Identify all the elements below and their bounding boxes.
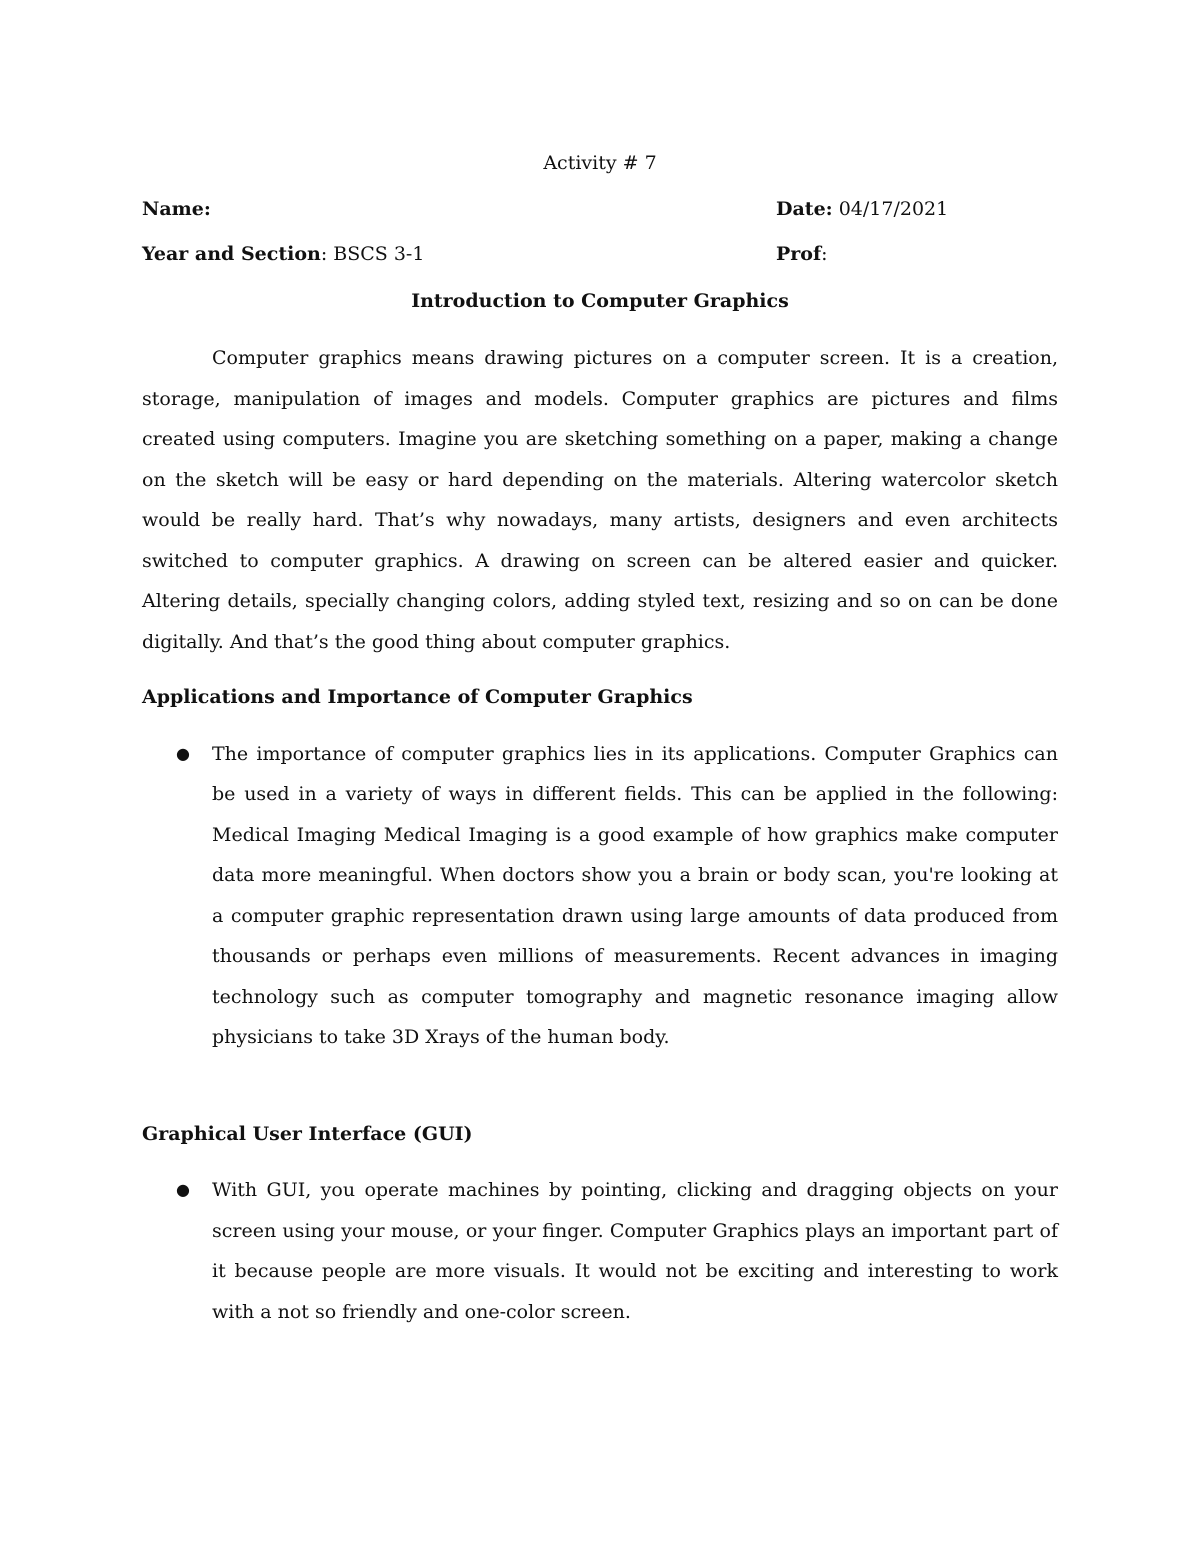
list-item — [142, 1170, 1058, 1332]
year-prof-row — [142, 234, 1058, 279]
year-section-value: : BSCS 3-1 — [320, 242, 425, 265]
year-section-label: Year and Section — [142, 242, 321, 265]
bullet-text-gui: With GUI, you operate machines by pointing, clicking and dragging objects on your screen using your mouse, or your finger. Computer Graphics plays an important part of it because people are more visuals. It would not be exciting and interesting to work with a not so friendly and one-color screen. — [212, 1179, 1058, 1323]
prof-field — [776, 234, 828, 275]
date-value: 04/17/2021 — [832, 197, 949, 220]
section-heading-applications: Applications and Importance of Computer Graphics — [142, 686, 693, 708]
name-field — [142, 189, 211, 230]
prof-label: Prof — [776, 242, 822, 265]
year-section-field — [142, 234, 424, 275]
activity-title: Activity # 7 — [543, 152, 657, 174]
intro-paragraph: Computer graphics means drawing pictures on a computer screen. It is a creation, storage, manipulation of images and models. Computer graphics are pictures and films created using computers. Imagine you are sketching something on a paper, making a change on the sketch will be easy or hard depending on the materials. Altering watercolor sketch would be really hard. That’s why nowadays, many artists, designers and even architects switched to computer graphics. A drawing on screen can be altered easier and quicker. Altering details, specially changing colors, adding styled text, resizing and so on can be done digitally. And that’s the good thing about computer graphics. — [142, 347, 1058, 653]
prof-colon: : — [821, 242, 828, 265]
bullet-icon: ● — [176, 1180, 190, 1199]
section-heading-gui: Graphical User Interface (GUI) — [142, 1122, 473, 1145]
name-label: Name: — [142, 197, 211, 220]
bullet-text-applications: The importance of computer graphics lies in its applications. Computer Graphics can be used in a variety of ways in different fields. This can be applied in the following: Medical Imaging Medical Imaging is a good example of how graphics make computer data more meaningful. When doctors show you a brain or body scan, you're looking at a computer graphic representation drawn using large amounts of data produced from thousands or perhaps even millions of measurements. Recent advances in imaging technology such as computer tomography and magnetic resonance imaging allow physicians to take 3D Xrays of the human body. — [212, 742, 1058, 1048]
document-content — [142, 143, 1058, 1332]
main-heading: Introduction to Computer Graphics — [411, 289, 789, 312]
date-label: Date: — [776, 197, 833, 220]
name-date-row — [142, 189, 1058, 234]
date-field — [776, 189, 948, 230]
bullet-icon: ● — [176, 743, 190, 763]
list-item — [142, 734, 1058, 1058]
